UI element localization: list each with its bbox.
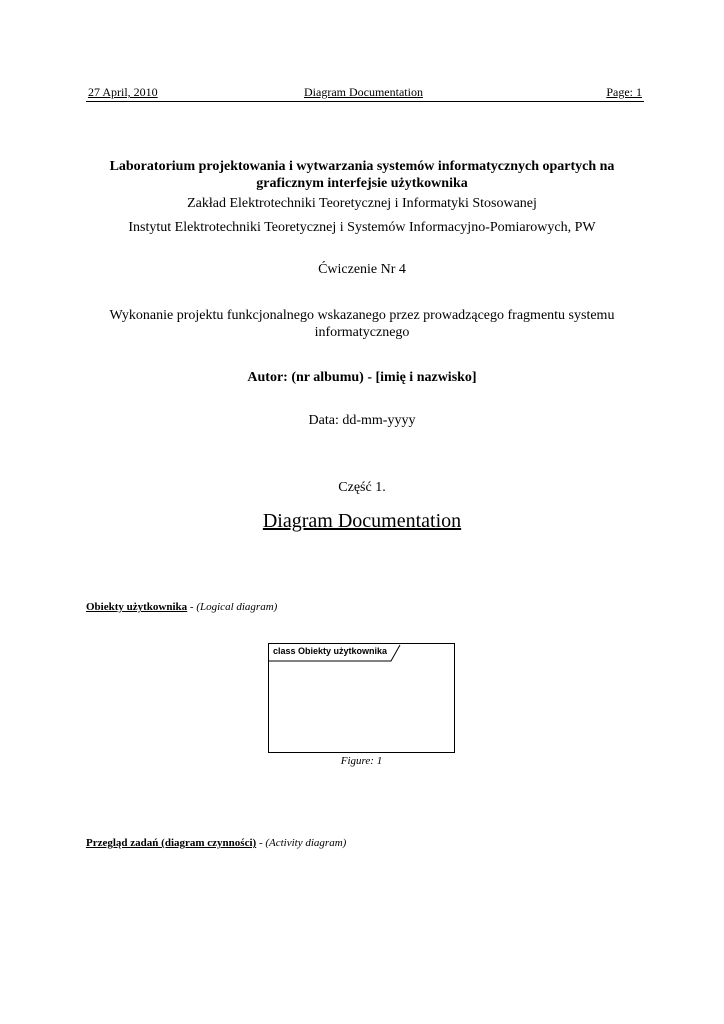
author-field: Autor: (nr albumu) - [imię i nazwisko] bbox=[247, 370, 477, 385]
frame-label: class Obiekty użytkownika bbox=[273, 646, 388, 656]
frame-tab-outline bbox=[269, 644, 456, 754]
part-label: Część 1. bbox=[338, 480, 386, 495]
section-title: Przegląd zadań (diagram czynności) bbox=[86, 837, 257, 849]
exercise-number: Ćwiczenie Nr 4 bbox=[318, 262, 406, 277]
document-title: Laboratorium projektowania i wytwarzania systemów informatycznych opartych na graficznym interfejsie użytkownika bbox=[109, 159, 615, 191]
documentation-heading: Diagram Documentation bbox=[262, 510, 462, 532]
section-diagram-type: (Logical diagram) bbox=[196, 601, 278, 613]
institute-name: Instytut Elektrotechniki Teoretycznej i Systemów Informacyjno-Pomiarowych, PW bbox=[128, 220, 596, 235]
department-name: Zakład Elektrotechniki Teoretycznej i Informatyki Stosowanej bbox=[187, 196, 537, 211]
page-header bbox=[86, 85, 644, 102]
section-task-overview bbox=[86, 837, 346, 849]
section-separator: - bbox=[256, 837, 266, 849]
header-date: 27 April, 2010 bbox=[88, 85, 158, 99]
header-page-number: Page: 1 bbox=[606, 85, 642, 99]
section-diagram-type: (Activity diagram) bbox=[265, 837, 347, 849]
section-separator: - bbox=[187, 601, 197, 613]
header-title: Diagram Documentation bbox=[304, 85, 423, 99]
figure-caption: Figure: 1 bbox=[340, 755, 383, 767]
section-title: Obiekty użytkownika bbox=[86, 601, 188, 613]
date-field: Data: dd-mm-yyyy bbox=[308, 413, 416, 428]
task-description: Wykonanie projektu funkcjonalnego wskazanego przez prowadzącego fragmentu systemu informatycznego bbox=[109, 308, 615, 340]
section-user-objects bbox=[86, 601, 277, 613]
uml-class-diagram-frame bbox=[268, 643, 455, 753]
